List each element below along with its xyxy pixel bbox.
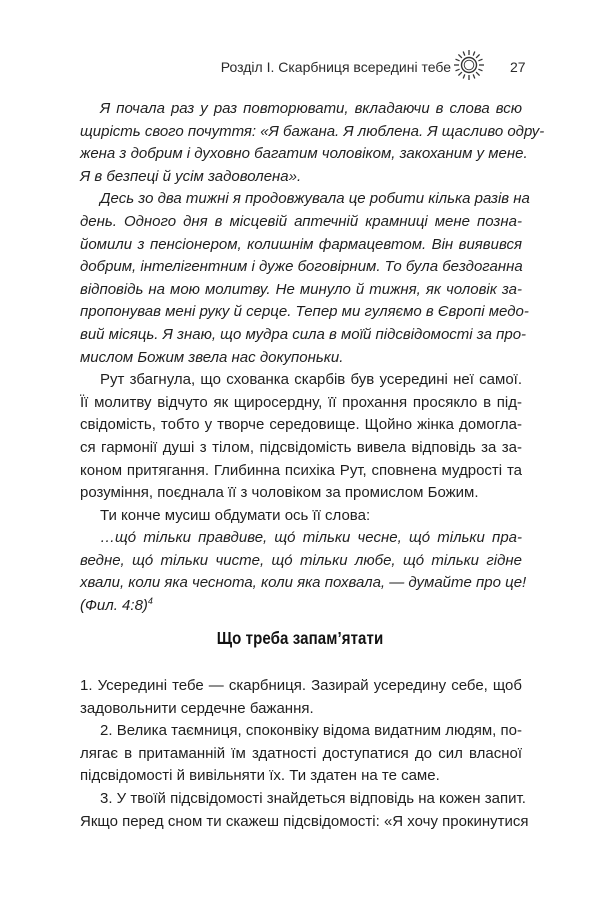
text-line: відповідь на мою молитву. Не минуло й тижня, як чоловік за- [80, 280, 522, 298]
running-header [0, 48, 600, 88]
text-line: лягає в притаманній їм здатності доступатися до сил власної [80, 744, 522, 762]
body-text [80, 98, 545, 618]
text-line: задовольнити сердечне бажання. [80, 699, 314, 717]
text-line: підсвідомості й вивільняти їх. Ти здатен на те саме. [80, 767, 440, 785]
page-number: 27 [510, 59, 526, 75]
text-line: день. Одного дня в місцевій аптечній крамниці мене позна- [80, 212, 522, 230]
text-line: …що́ тільки правдиве, що́ тільки чесне, що́ тільки пра- [100, 529, 522, 547]
text-line: хвали, коли яка чеснота, коли яка похвала, — думайте про це! [80, 574, 527, 592]
takeaways-list [80, 675, 529, 833]
text-line: ведне, що́ тільки чисте, що́ тільки любе, що́ тільки гідне [80, 551, 522, 569]
list-item [80, 788, 529, 833]
section-heading: Що треба запам’ятати [216, 628, 384, 648]
text-line: Ти конче мусиш обдумати ось її слова: [100, 506, 371, 524]
text-line: пропонував мені руку й серце. Тепер ми гуляємо в Європі медо- [80, 303, 529, 321]
text-line: йомили з пенсіонером, колишнім фармацевтом. Він виявився [80, 235, 522, 253]
scripture-reference-text: (Фил. 4:8) [80, 597, 148, 615]
text-line: Рут збагнула, що схованка скарбів був усередині неї самої. [100, 371, 522, 389]
scripture-reference [80, 595, 522, 618]
text-line: розуміння, поєднала її з чоловіком за промислом Божим. [80, 484, 479, 502]
footnote-marker: 4 [147, 596, 153, 607]
paragraph-ruth [80, 369, 522, 505]
text-line: Якщо перед сном ти скажеш підсвідомості: «Я хочу прокинутися [80, 812, 529, 830]
text-line: 2. Велика таємниця, споконвіку відома видатним людям, по- [100, 722, 522, 740]
text-line: ся гармонії душі з тілом, підсвідомість вивела відповідь за за- [80, 438, 522, 456]
text-line: Я почала раз у раз повторювати, вкладаючи в слова всю [100, 100, 522, 117]
text-line: Я в безпеці й усім задоволена». [80, 167, 302, 185]
text-line: добрим, інтелігентним і дуже боговірним. То була бездоганна [80, 258, 523, 276]
paragraph-must-ponder [80, 505, 522, 528]
text-line: коном притягання. Глибинна психіка Рут, сповнена мудрості та [80, 461, 522, 479]
running-head-title: Розділ І. Скарбниця всередині тебе [220, 59, 451, 75]
text-line: щирість свого почуття: «Я бажана. Я люблена. Я щасливо одру- [80, 122, 545, 140]
quote-paragraph-1 [80, 98, 545, 188]
text-line: 1. Усередині тебе — скарбниця. Зазирай усередину себе, щоб [80, 677, 522, 694]
text-line: жена з добрим і духовно багатим чоловіком, закоханим у мене. [80, 145, 528, 163]
text-line: вий місяць. Я знаю, що мудра сила в моїй підсвідомості за про- [80, 325, 527, 343]
list-item [80, 720, 522, 788]
quote-paragraph-2 [80, 188, 530, 369]
text-line: свідомість, тобто у творче середовище. Щойно жінка домогла- [80, 416, 522, 434]
sun-icon [452, 48, 486, 82]
text-line: Десь зо два тижні я продовжувала це робити кілька разів на [100, 190, 530, 208]
text-line: мислом Божим звела нас докупоньки. [80, 348, 344, 366]
list-item [80, 675, 522, 720]
text-line: Її молитву відчуто як щиросердну, її прохання просякло в під- [80, 393, 522, 411]
scripture-quote [80, 527, 527, 617]
text-line: 3. У твоїй підсвідомості знайдеться відповідь на кожен запит. [100, 789, 526, 807]
